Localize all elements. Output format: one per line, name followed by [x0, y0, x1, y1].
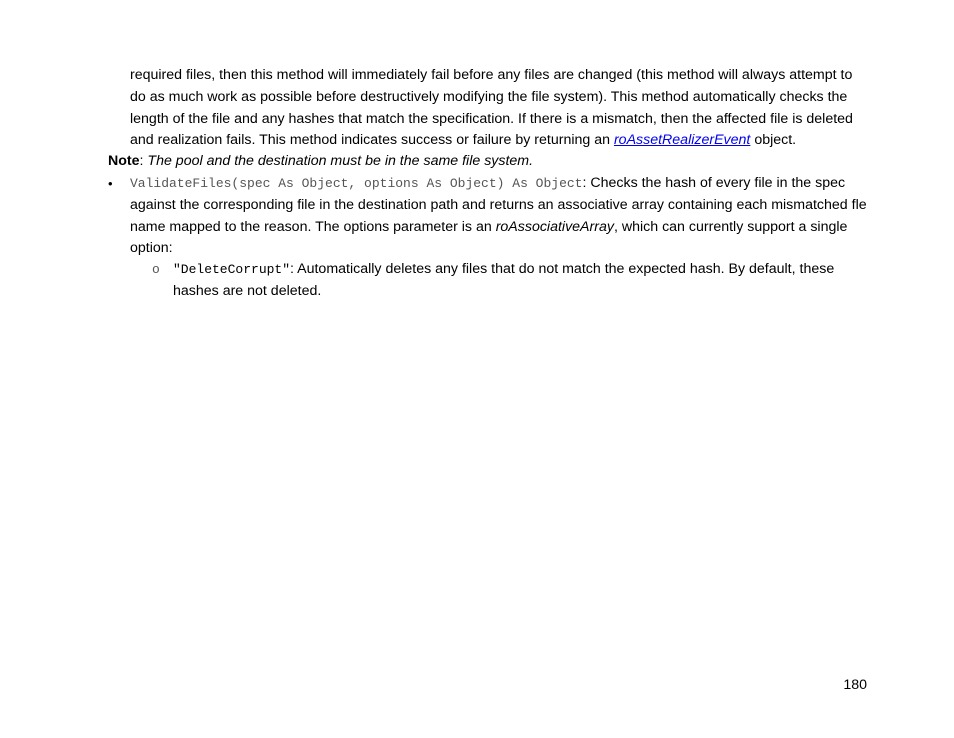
note-label: Note: [108, 153, 140, 169]
method-description-end: , which can currently support a single option:: [130, 218, 848, 257]
note-text: The pool and the destination must be in the same file system.: [147, 153, 534, 169]
method-description: : Checks the hash of every file in the spec against the corresponding file in the destination path and returns an associative array containing each mismatched fle name mapped to the reason. The options parameter is an: [130, 175, 867, 235]
option-name: "DeleteCorrupt": [173, 262, 291, 277]
roassetrealizerevent-link[interactable]: roAssetRealizerEvent: [613, 132, 751, 149]
page-number: 180: [843, 677, 867, 693]
method-type-name: roAssociativeArray: [495, 218, 614, 235]
continuation-text-end: object.: [750, 132, 797, 149]
note-separator: :: [139, 153, 148, 169]
sub-bullet-icon: o: [152, 262, 160, 277]
method-description-continuation: [130, 65, 872, 152]
method-entry: [130, 173, 872, 260]
method-signature: ValidateFiles(spec As Object, options As Object) As Object: [130, 176, 583, 191]
note-paragraph: [108, 151, 868, 173]
option-entry: [173, 259, 872, 303]
continuation-text: required files, then this method will immediately fail before any files are changed (this method will always attempt to do as much work as possible before destructively modifying the file system). This method automatically checks the length of the file and any hashes that match the specification. If there is a mismatch, then the affected file is deleted and realization fails. This method indicates success or failure by returning an: [130, 67, 853, 149]
bullet-icon: •: [108, 176, 113, 191]
option-description: : Automatically deletes any files that do not match the expected hash. By default, these hashes are not deleted.: [173, 261, 835, 299]
